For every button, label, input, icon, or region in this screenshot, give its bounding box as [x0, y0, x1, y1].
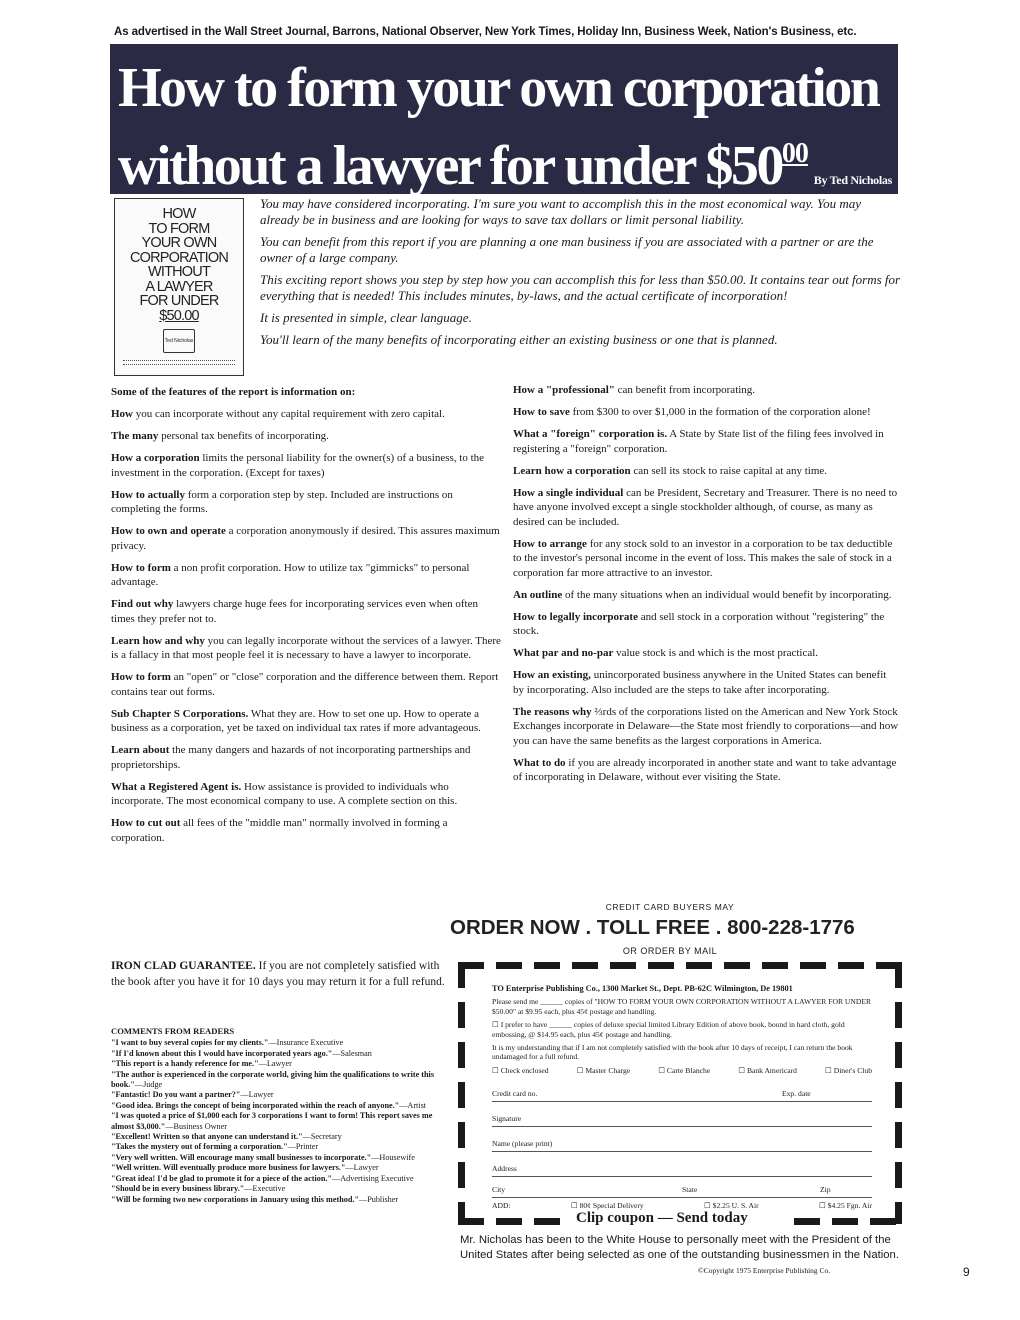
coupon-dash [458, 962, 465, 988]
coupon-dash [458, 1122, 465, 1148]
guarantee: IRON CLAD GUARANTEE. If you are not completely satisfied with the book after you have it for 10 days you may return it for a full refund. [111, 960, 445, 988]
coupon-dash [895, 962, 902, 988]
book-author: Ted Nicholas [163, 329, 195, 353]
coupon-dash [724, 962, 750, 969]
coupon-dash [496, 962, 522, 969]
state-field[interactable]: State [682, 1184, 698, 1194]
payment-master-charge-checkbox[interactable]: ☐ Master Charge [576, 1065, 631, 1075]
headline-line-2: without a lawyer for under $\$50^{00}$ [118, 135, 808, 197]
nicholas-note: Mr. Nicholas has been to the White House to personally meet with the President of the United States after being selected as one of the outstanding businessmen in the Nation. [460, 1234, 899, 1261]
comment-item: "Fantastic! Do you want a partner?"—Lawyer [111, 1090, 274, 1100]
coupon-dash [838, 962, 864, 969]
feature-item: How to cut out all fees of the "middle man" normally involved in forming a corporation. [111, 817, 448, 844]
feature-item: What to do if you are already incorporated in another state and want to take advantage of incorporating in Delaware, without ever visiting the State. [513, 756, 897, 784]
reader-comments [111, 1026, 456, 1205]
comment-item: "I want to buy several copies for my clients."—Insurance Executive [111, 1038, 344, 1048]
city-field[interactable]: City [492, 1184, 506, 1194]
feature-item: What a "foreign" corporation is. A State by State list of the filing fees involved in registering a "foreign" corporation. [513, 428, 884, 455]
coupon-dash [686, 962, 712, 969]
coupon-dash [832, 1218, 858, 1225]
features-right-column [513, 383, 899, 792]
coupon-dash [895, 1002, 902, 1028]
feature-item: How you can incorporate without any capital requirement with zero capital. [111, 408, 445, 421]
coupon-dash [895, 1082, 902, 1108]
features-left-list [111, 407, 501, 845]
feature-item: How a corporation limits the personal liability for the owner(s) of a business, to the investment in the corporation. (Except for taxes) [111, 452, 485, 479]
feature-item: Learn how a corporation can sell its stock to raise capital at any time. [513, 464, 828, 477]
comment-item: "I was quoted a price of $1,000 each for 3 corporations I want to form! This report saves me almost $3,000."—Business Owner [111, 1111, 433, 1131]
comment-item: "Should be in every business library."—Executive [111, 1184, 286, 1194]
comment-item: "This report is a handy reference for me."—Lawyer [111, 1059, 292, 1069]
coupon-dash [870, 1218, 896, 1225]
comment-item: "Well written. Will eventually produce more business for lawyers."—Lawyer [111, 1163, 379, 1173]
coupon-dash [610, 962, 636, 969]
comment-item: "If I'd known about this I would have incorporated years ago."—Salesman [111, 1048, 372, 1058]
payment-bank-americard-checkbox[interactable]: ☐ Bank Americard [738, 1065, 797, 1075]
feature-item: How to form an "open" or "close" corporation and the difference between them. Report contains tear out forms. [111, 671, 499, 698]
comment-item: "Very well written. Will encourage many small businesses to incorporate."—Housewife [111, 1152, 415, 1162]
page-number: 9 [963, 1265, 970, 1279]
book-title: HOW TO FORM YOUR OWN CORPORATION WITHOUT A LAWYER FOR UNDER $50.00 [129, 206, 229, 324]
headline-banner [110, 44, 898, 197]
comment-item: "Takes the mystery out of forming a corporation."—Printer [111, 1142, 319, 1152]
intro-text [260, 196, 902, 354]
comment-item: "Will be forming two new corporations in January using this method."—Publisher [111, 1194, 399, 1204]
comments-heading: COMMENTS FROM READERS [111, 1026, 235, 1036]
comment-item: "The author is experienced in the corporate world, giving him the qualifications to write this book."—Judge [111, 1069, 435, 1090]
order-by-mail-label: OR ORDER BY MAIL [622, 946, 718, 956]
credit-card-label: CREDIT CARD BUYERS MAY [605, 902, 735, 912]
features-left-column [111, 385, 501, 853]
headline-cents: 00 [781, 138, 808, 169]
zip-field[interactable]: Zip [820, 1184, 831, 1194]
book-cover-image [114, 198, 244, 376]
feature-item: Find out why lawyers charge huge fees for incorporating services even when often times they prefer not to. [111, 598, 478, 625]
comment-item: "Great idea! I'd be glad to promote it for a piece of the action."—Advertising Executive [111, 1173, 414, 1183]
feature-item: What par and no-par value stock is and which is the most practical. [513, 647, 819, 660]
payment-diners-club-checkbox[interactable]: ☐ Diner's Club [825, 1065, 872, 1075]
order-coupon [458, 962, 902, 1232]
signature-field[interactable]: Signature [492, 1102, 872, 1127]
features-right-list [513, 383, 899, 785]
payment-check-checkbox[interactable]: ☐ Check enclosed [492, 1065, 549, 1075]
advertised-in-line: As advertised in the Wall Street Journal, Barrons, National Observer, New York Times, Holiday Inn, Business Week, Nation's Business, etc. [114, 26, 857, 38]
feature-item: How to own and operate a corporation anonymously if desired. This assures maximum privacy. [111, 525, 500, 552]
feature-item: How to save from $300 to over $1,000 in the formation of the corporation alone! [513, 406, 871, 419]
features-heading: Some of the features of the report is information on: [111, 386, 356, 398]
copyright: ©Copyright 1975 Enterprise Publishing Co. [698, 1266, 831, 1275]
add-label: ADD: [492, 1201, 511, 1211]
coupon-dash [458, 1162, 465, 1188]
coupon-dash [458, 1082, 465, 1108]
feature-item: Learn how and why you can legally incorporate without the services of a lawyer. There is a fallacy in that most people feel it is necessary to have a lawyer to incorporate. [111, 634, 501, 662]
coupon-dash [534, 1218, 560, 1225]
coupon-dash [895, 1162, 902, 1188]
coupon-dash [895, 1202, 902, 1224]
intro-paragraph: You'll learn of the many benefits of incorporating either an existing business or one that is planned. [260, 332, 778, 347]
coupon-dash [458, 1042, 465, 1068]
coupon-dash [534, 962, 560, 969]
coupon-dash [648, 962, 674, 969]
headline-line-1: How to form your own corporation [118, 57, 879, 119]
coupon-dash [458, 1218, 484, 1225]
coupon-dash [572, 962, 598, 969]
feature-item: The many personal tax benefits of incorporating. [111, 430, 329, 443]
byline: By Ted Nicholas [813, 173, 892, 187]
credit-card-field[interactable]: Credit card no. Exp. date [492, 1077, 872, 1102]
feature-item: What a Registered Agent is. How assistance is provided to individuals who incorporate. The most economical company to use. A complete section on this. [111, 780, 458, 808]
order-now-phone[interactable]: ORDER NOW . TOLL FREE . 800-228-1776 [450, 916, 855, 939]
coupon-dash [496, 1218, 522, 1225]
foreign-air-checkbox[interactable]: ☐ $4.25 Fgn. Air [818, 1201, 872, 1211]
city-state-zip-field[interactable] [492, 1177, 872, 1198]
comment-item: "Good idea. Brings the concept of being incorporated within the reach of anyone."—Artist [111, 1100, 427, 1110]
address-field[interactable]: Address [492, 1152, 872, 1177]
feature-item: An outline of the many situations when an individual would benefit by incorporating. [513, 588, 892, 601]
book-divider [123, 360, 235, 365]
payment-options [492, 1066, 872, 1075]
feature-item: How to arrange for any stock sold to an investor in a corporation to be tax deductible to the investor's personal income in the event of loss. This makes the sale of stock in a corporation far more attractive to an investor. [513, 537, 893, 579]
feature-item: How to form a non profit corporation. How to utilize tax "gimmicks" to personal advantage. [111, 561, 470, 589]
exp-date-field[interactable]: Exp. date [782, 1088, 811, 1098]
feature-item: How to actually form a corporation step by step. Included are instructions on completing the forms. [111, 488, 453, 516]
feature-item: How an existing, unincorporated business anywhere in the United States can benefit by incorporating. Also included are the steps to take after incorporating. [513, 669, 887, 696]
us-air-checkbox[interactable]: ☐ $2.25 U. S. Air [703, 1201, 759, 1211]
coupon-understanding: It is my understanding that if I am not completely satisfied with the book after 10 days of receipt, I can return the book undamaged for a full refund. [492, 1043, 853, 1062]
name-field[interactable]: Name (please print) [492, 1127, 872, 1152]
coupon-deluxe-option[interactable]: ☐ I prefer to have ______ copies of deluxe special limited Library Edition of above book, bound in hard cloth, gold embossing, @ $14.95 each, plus 45¢ postage and handling. [492, 1020, 845, 1039]
coupon-address: TO Enterprise Publishing Co., 1300 Market St., Dept. PB-62C Wilmington, De 19801 [492, 984, 793, 993]
feature-item: How a "professional" can benefit from incorporating. [513, 384, 756, 396]
feature-item: How to legally incorporate and sell stock in a corporation without "registering" the stock. [513, 610, 885, 638]
intro-paragraph: It is presented in simple, clear language. [260, 310, 472, 325]
feature-item: How a single individual can be President, Secretary and Treasurer. There is no need to have anyone involved except a single stockholder although, of course, as many as desired can be included. [513, 486, 898, 528]
coupon-dash [458, 1002, 465, 1028]
coupon-please-send[interactable]: Please send me ______ copies of "HOW TO FORM YOUR OWN CORPORATION WITHOUT A LAWYER FOR UNDER $50.00" at $9.95 each, plus 45¢ postage and handling. [492, 997, 872, 1016]
feature-item: Sub Chapter S Corporations. What they are. How to set one up. How to operate a business as a corporation, yet be taxed on individual tax rates if more advantageous. [111, 707, 481, 735]
payment-carte-blanche-checkbox[interactable]: ☐ Carte Blanche [658, 1065, 711, 1075]
coupon-dash [800, 962, 826, 969]
intro-paragraph: This exciting report shows you step by step how you can accomplish this for less than $50.00. It contains tear out forms for everything that is needed! This includes minutes, by-laws, and the actual certificate of incorporation! [260, 272, 901, 303]
intro-paragraph: You may have considered incorporating. I'm sure you want to accomplish this in the most economical way. You may already be in business and are looking for ways to save tax dollars or limit personal liability. [260, 196, 861, 227]
clip-coupon-label: Clip coupon — Send today [576, 1210, 748, 1226]
coupon-body [492, 984, 872, 1211]
coupon-dash [762, 962, 788, 969]
coupon-dash [895, 1122, 902, 1148]
feature-item: Learn about the many dangers and hazards of not incorporating partnerships and proprietorships. [111, 744, 471, 771]
special-delivery-checkbox[interactable]: ☐ 80¢ Special Delivery [570, 1201, 644, 1211]
comments-list [111, 1038, 456, 1205]
coupon-dash [794, 1218, 820, 1225]
coupon-dash [895, 1042, 902, 1068]
feature-item: The reasons why ⅔rds of the corporations listed on the American and New York Stock Exchanges incorporate in Delaware—the State most friendly to corporations—and how you can have the same benefits as the largest corporations in America. [513, 705, 899, 747]
intro-paragraph: You can benefit from this report if you are planning a one man business if you are associated with a partner or are the owner of a large company. [260, 234, 874, 265]
comment-item: "Excellent! Written so that anyone can understand it."—Secretary [111, 1132, 342, 1142]
